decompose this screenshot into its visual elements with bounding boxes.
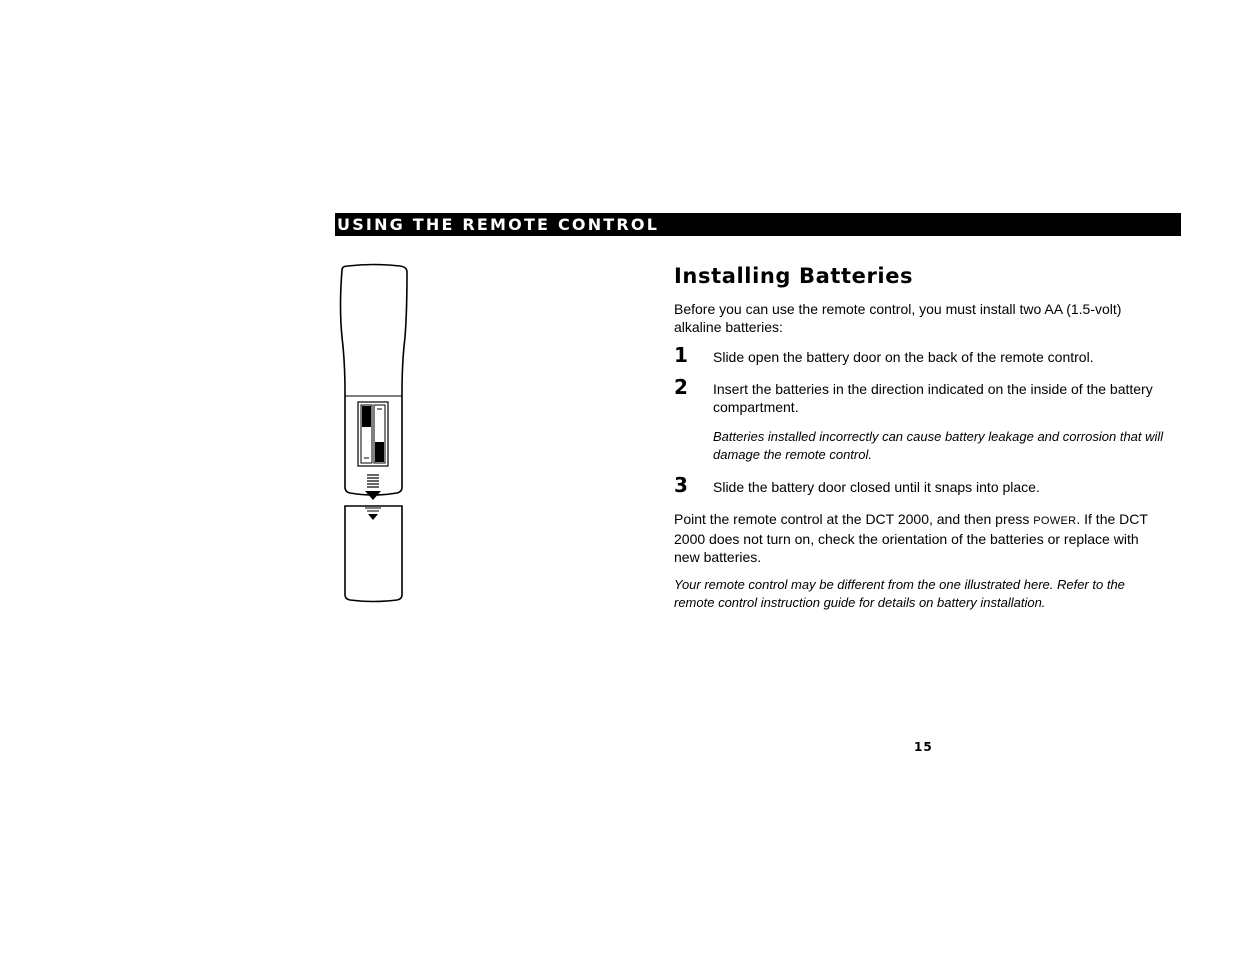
power-paragraph bbox=[674, 510, 1164, 566]
remote-battery-illustration bbox=[330, 262, 420, 607]
step-3 bbox=[674, 473, 1164, 497]
remote-control-icon bbox=[330, 262, 420, 607]
step-number: 2 bbox=[674, 375, 688, 399]
step-text: Slide open the battery door on the back of the remote control. bbox=[713, 349, 1094, 365]
step-2 bbox=[674, 375, 1164, 416]
footnote: Your remote control may be different from the one illustrated here. Refer to the remote control instruction guide for details on battery installation. bbox=[674, 577, 1125, 610]
step-text: Insert the batteries in the direction indicated on the inside of the battery compartment. bbox=[713, 381, 1153, 415]
intro-paragraph: Before you can use the remote control, you must install two AA (1.5-volt) alkaline batteries: bbox=[674, 301, 1122, 335]
step-1 bbox=[674, 343, 1164, 367]
content-column bbox=[674, 262, 1164, 612]
step-2-note: Batteries installed incorrectly can cause battery leakage and corrosion that will damage the remote control. bbox=[713, 429, 1164, 462]
step-number: 3 bbox=[674, 473, 688, 497]
power-text-before: Point the remote control at the DCT 2000, and then press bbox=[674, 511, 1034, 527]
page-heading: Installing Batteries bbox=[674, 264, 914, 288]
step-text: Slide the battery door closed until it snaps into place. bbox=[713, 479, 1040, 495]
power-text-after: . If the DCT 2000 does not turn on, check the orientation of the batteries or replace with new batteries. bbox=[674, 511, 1148, 565]
step-number: 1 bbox=[674, 343, 688, 367]
page-number: 15 bbox=[914, 740, 933, 754]
section-header-bar bbox=[335, 213, 1181, 236]
section-title: USING THE REMOTE CONTROL bbox=[337, 215, 660, 234]
power-key: POWER bbox=[1033, 515, 1077, 527]
